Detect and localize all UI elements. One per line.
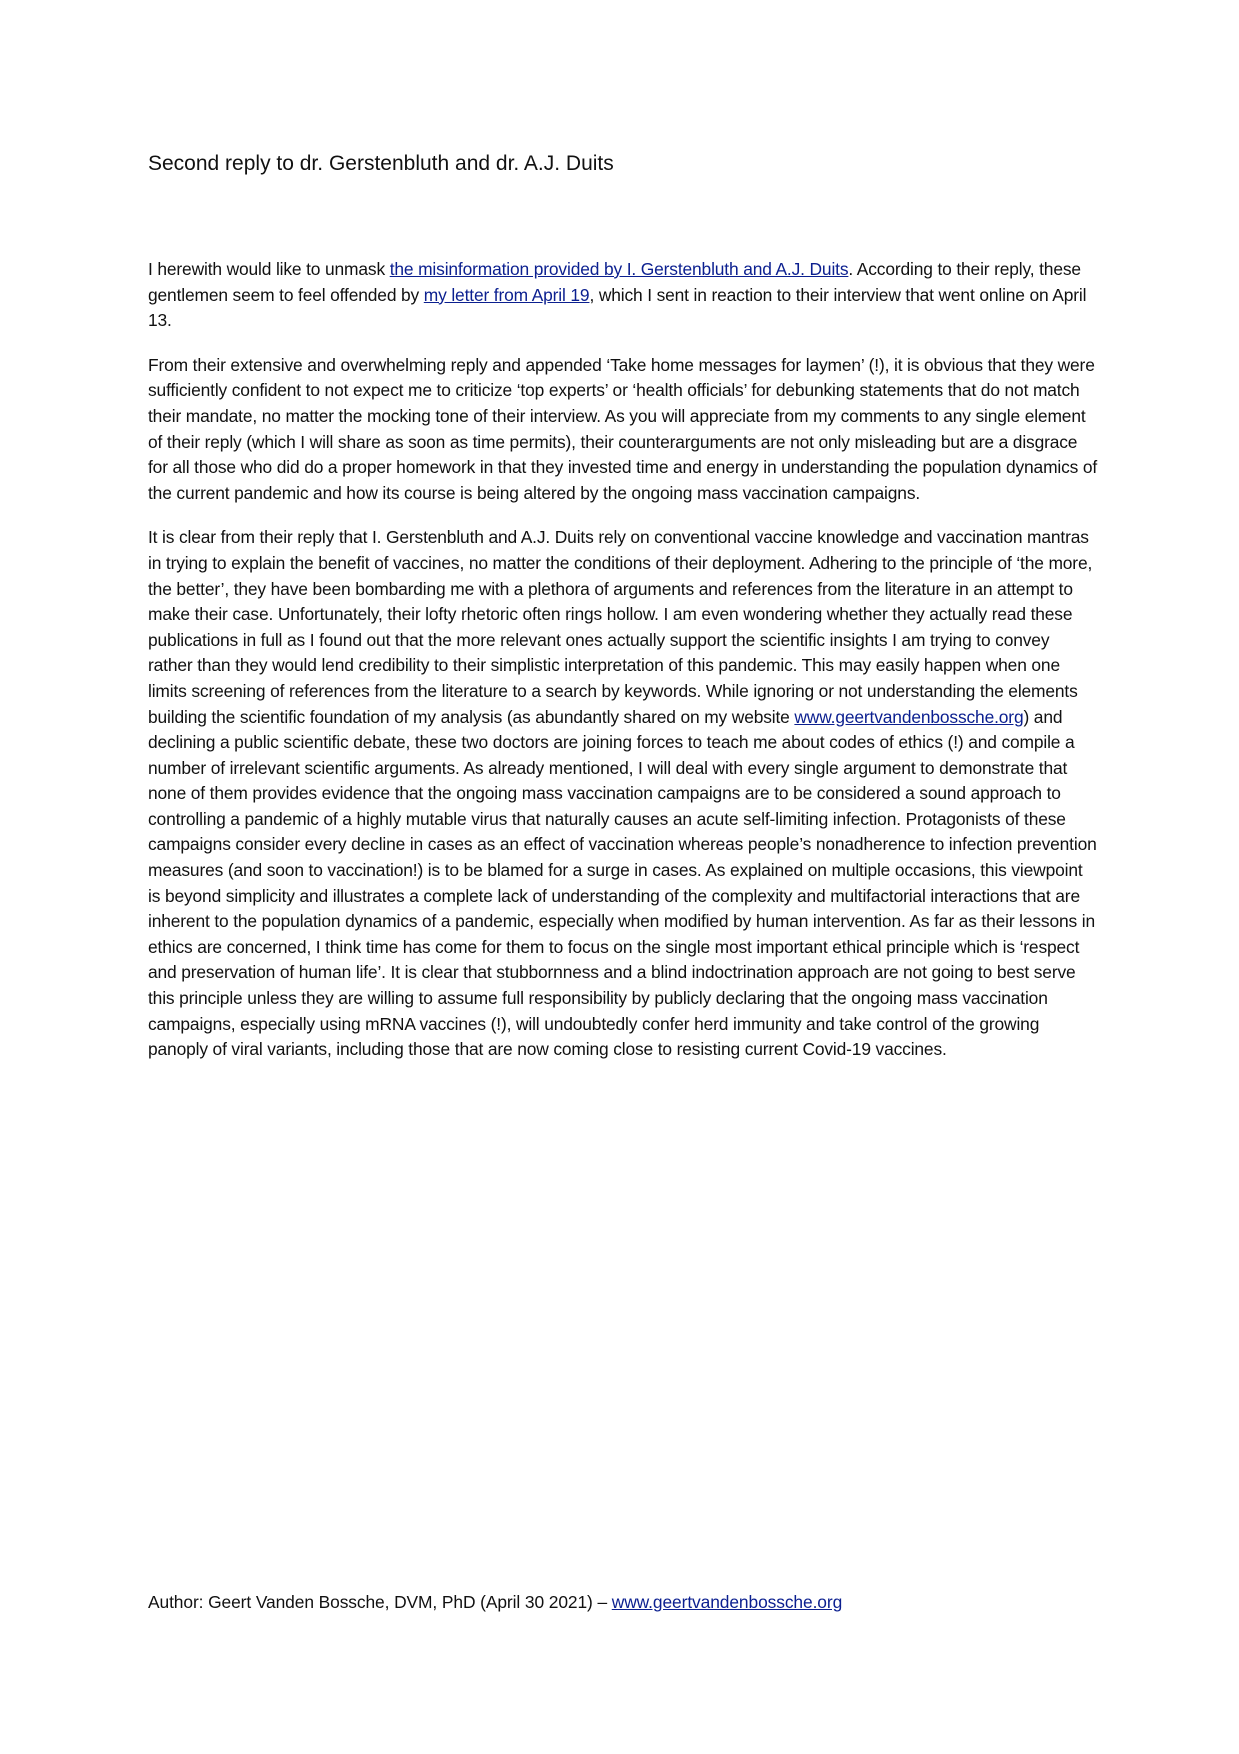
paragraph-main-text-1: It is clear from their reply that I. Gerstenbluth and A.J. Duits rely on conventional vaccine knowledge and vaccination mantras in trying to explain the benefit of vaccines, no matter the conditions of their deployment. Adhering to the principle of ‘the more, the better’, they have been bombarding me with a plethora of arguments and references from the literature in an attempt to make their case. Unfortunately, their lofty rhetoric often rings hollow. I am even wondering whether they actually read these publications in full as I found out that the more relevant ones actually support the scientific insights I am trying to convey rather than they would lend credibility to their simplistic interpretation of this pandemic. This may easily happen when one limits screening of references from the literature to a search by keywords. While ignoring or not understanding the elements building the scientific foundation of my analysis (as abundantly shared on my website (148, 527, 1093, 727)
footer-website-link[interactable]: www.geertvandenbossche.org (611, 1592, 843, 1612)
paragraph-main-text-2: ) and declining a public scientific debate, these two doctors are joining forces to teach me about codes of ethics (!) and compile a number of irrelevant scientific arguments. As already mentioned, I will deal with every single argument to demonstrate that none of them provides evidence that the ongoing mass vaccination campaigns are to be considered a sound approach to controlling a pandemic of a highly mutable virus that naturally causes an acute self-limiting infection. Protagonists of these campaigns consider every decline in cases as an effect of vaccination whereas people’s nonadherence to infection prevention measures (and soon to vaccination!) is to be blamed for a surge in cases. As explained on multiple occasions, this viewpoint is beyond simplicity and illustrates a complete lack of understanding of the complexity and multifactorial interactions that are inherent to the population dynamics of a pandemic, especially when modified by human intervention. As far as their lessons in ethics are concerned, I think time has come for them to focus on the single most important ethical principle which is ‘respect and preservation of human life’. It is clear that stubbornness and a blind indoctrination approach are not going to best serve this principle unless they are willing to assume full responsibility by publicly declaring that the ongoing mass vaccination campaigns, especially using mRNA vaccines (!), will undoubtedly confer herd immunity and take control of the growing panoply of viral variants, including those that are now coming close to resisting current Covid-19 vaccines. (148, 706, 1097, 1060)
author-footer-text: Author: Geert Vanden Bossche, DVM, PhD (April 30 2021) – (148, 1592, 612, 1612)
website-link[interactable]: www.geertvandenbossche.org (794, 706, 1024, 727)
paragraph-reply-critique: From their extensive and overwhelming reply and appended ‘Take home messages for laymen’ (!), it is obvious that they were sufficiently confident to not expect me to criticize ‘top experts’ or ‘health officials’ for debunking statements that do not match their mandate, no matter the mocking tone of their interview. As you will appreciate from my comments to any single element of their reply (which I will share as soon as time permits), their counterarguments are not only misleading but are a disgrace for all those who did do a proper homework in that they invested time and energy in understanding the population dynamics of the current pandemic and how its course is being altered by the ongoing mass vaccination campaigns. (148, 354, 1098, 503)
document-body (148, 257, 1098, 1082)
misinformation-link[interactable]: the misinformation provided by I. Gerstenbluth and A.J. Duits (389, 259, 849, 279)
paragraph-intro (148, 257, 1098, 334)
paragraph-intro-text-2: . According to their reply, these gentlemen seem to feel offended by (148, 259, 1081, 305)
paragraph-intro-text-3: , which I sent in reaction to their interview that went online on April 13. (148, 284, 1087, 331)
document-title: Second reply to dr. Gerstenbluth and dr. A.J. Duits (148, 152, 614, 175)
april-19-letter-link[interactable]: my letter from April 19 (423, 284, 590, 305)
paragraph-intro-text-1: I herewith would like to unmask (148, 259, 390, 279)
author-footer (148, 1590, 842, 1615)
paragraph-main-argument (148, 525, 1098, 1062)
